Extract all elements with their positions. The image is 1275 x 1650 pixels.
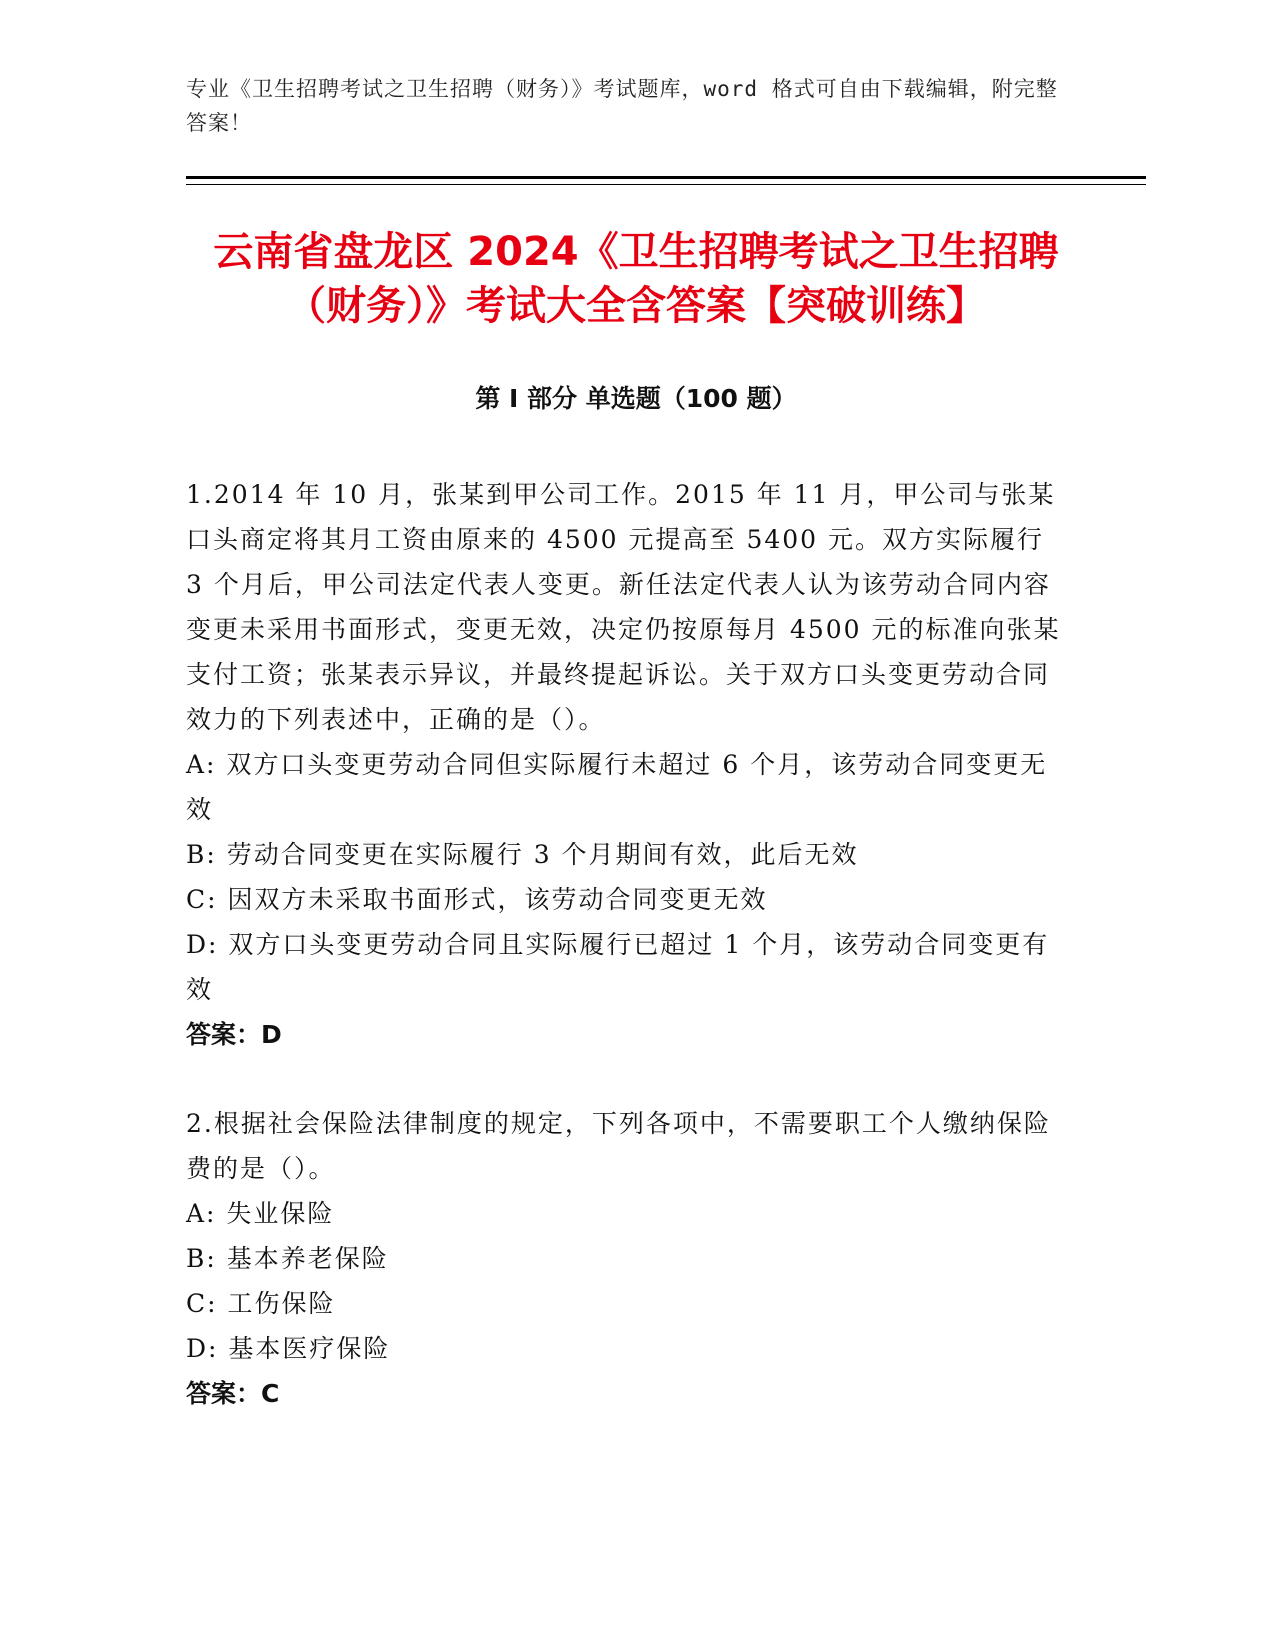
- option-c: C: 因双方未采取书面形式，该劳动合同变更无效: [186, 885, 768, 914]
- option-b: B: 基本养老保险: [186, 1244, 389, 1273]
- option-d: D: 基本医疗保险: [186, 1334, 391, 1363]
- option-d: D: 双方口头变更劳动合同且实际履行已超过 1 个月，该劳动合同变更有效: [186, 930, 1050, 1004]
- question-stem: 1.2014 年 10 月，张某到甲公司工作。2015 年 11 月，甲公司与张某口头商定将其月工资由原来的 4500 元提高至 5400 元。双方实际履行 3 个月后，甲公司法定代表人变更。新任法定代表人认为该劳动合同内容变更未采用书面形式，变更无效，决定仍按原每月 4500 元的标准向张某支付工资；张某表示异议，并最终提起诉讼。关于双方口头变更劳动合同效力的下列表述中，正确的是（）。: [186, 480, 1061, 734]
- header-rule-thick: [186, 176, 1146, 179]
- answer: 答案：C: [186, 1379, 280, 1408]
- answer: 答案：D: [186, 1020, 282, 1049]
- header-rule-thin: [186, 184, 1146, 185]
- option-a: A: 双方口头变更劳动合同但实际履行未超过 6 个月，该劳动合同变更无效: [186, 750, 1048, 824]
- document-title: 云南省盘龙区 2024《卫生招聘考试之卫生招聘（财务）》考试大全含答案【突破训练】: [213, 229, 1059, 329]
- question-1: [186, 472, 1066, 1057]
- section-title: 第 I 部分 单选题（100 题）: [475, 384, 797, 413]
- option-b: B: 劳动合同变更在实际履行 3 个月期间有效，此后无效: [186, 840, 859, 869]
- option-a: A: 失业保险: [186, 1199, 335, 1228]
- question-list: [186, 472, 1066, 1460]
- option-c: C: 工伤保险: [186, 1289, 336, 1318]
- question-2: [186, 1101, 1066, 1416]
- question-stem: 2.根据社会保险法律制度的规定，下列各项中，不需要职工个人缴纳保险费的是（）。: [186, 1109, 1051, 1183]
- header-note: 专业《卫生招聘考试之卫生招聘（财务）》考试题库，word 格式可自由下载编辑，附完整答案！: [186, 77, 1058, 135]
